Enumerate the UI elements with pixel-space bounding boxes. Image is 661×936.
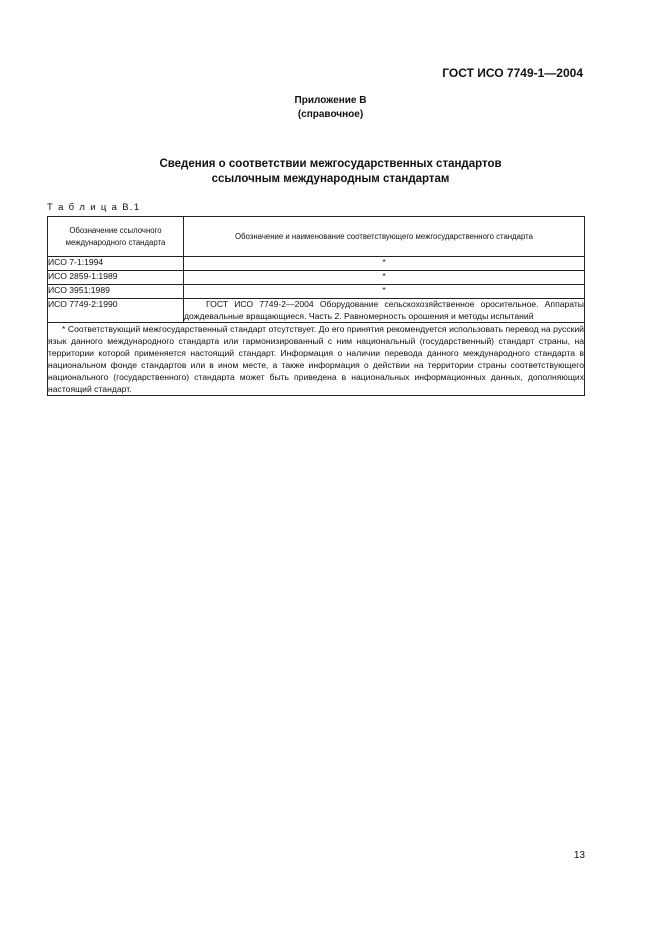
- section-title-line-2: ссылочным международным стандартам: [211, 173, 450, 185]
- table-footnote: * Соответствующий межгосударственный стандарт отсутствует. До его принятия рекомендуется использовать перевод на русский язык данного международного стандарта или гармонизированный с ним национальный (государственный) стандарт страны, на территории которой применяется настоящий стандарт. Информация о наличии перевода данного международного стандарта в национальном фонде стандартов или в ином месте, а также информация о действии на территории страны соответствующего национального (государственного) стандарта может быть приведена в национальных информационных данных, дополняющих настоящий стандарт.: [48, 324, 584, 394]
- table-label: Т а б л и ц а В.1: [47, 202, 141, 213]
- appendix-label: Приложение В: [294, 95, 367, 106]
- table-row: [48, 299, 585, 323]
- interstate-standard-cell: *: [184, 257, 585, 271]
- reference-standard-cell: ИСО 7749-2:1990: [48, 299, 184, 323]
- table-footnote-row: [48, 323, 585, 396]
- document-code: ГОСТ ИСО 7749-1—2004: [442, 66, 583, 80]
- reference-standard-cell: ИСО 2859-1:1989: [48, 271, 184, 285]
- section-title-line-1: Сведения о соответствии межгосударственных стандартов: [159, 158, 502, 170]
- table-header-row: [48, 217, 585, 257]
- appendix-heading: [0, 94, 661, 122]
- reference-standard-cell: ИСО 7-1:1994: [48, 257, 184, 271]
- header-interstate-standard: Обозначение и наименование соответствующего межгосударственного стандарта: [184, 217, 585, 257]
- interstate-standard-cell: *: [184, 271, 585, 285]
- correspondence-table: [47, 216, 585, 396]
- reference-standard-cell: ИСО 3951:1989: [48, 285, 184, 299]
- header-reference-line-1: Обозначение ссылочного: [69, 226, 162, 235]
- page-number: 13: [573, 850, 585, 861]
- interstate-standard-cell: *: [184, 285, 585, 299]
- table-row: [48, 271, 585, 285]
- appendix-kind: (справочное): [297, 109, 364, 120]
- table-row: [48, 257, 585, 271]
- header-reference-standard: [48, 217, 184, 257]
- header-reference-line-2: международного стандарта: [65, 237, 166, 247]
- section-title: [0, 157, 661, 187]
- interstate-standard-cell: ГОСТ ИСО 7749-2—2004 Оборудование сельскохозяйственное оросительное. Аппараты дождевальные вращающиеся. Часть 2. Равномерность орошения и методы испытаний: [184, 299, 584, 321]
- table-row: [48, 285, 585, 299]
